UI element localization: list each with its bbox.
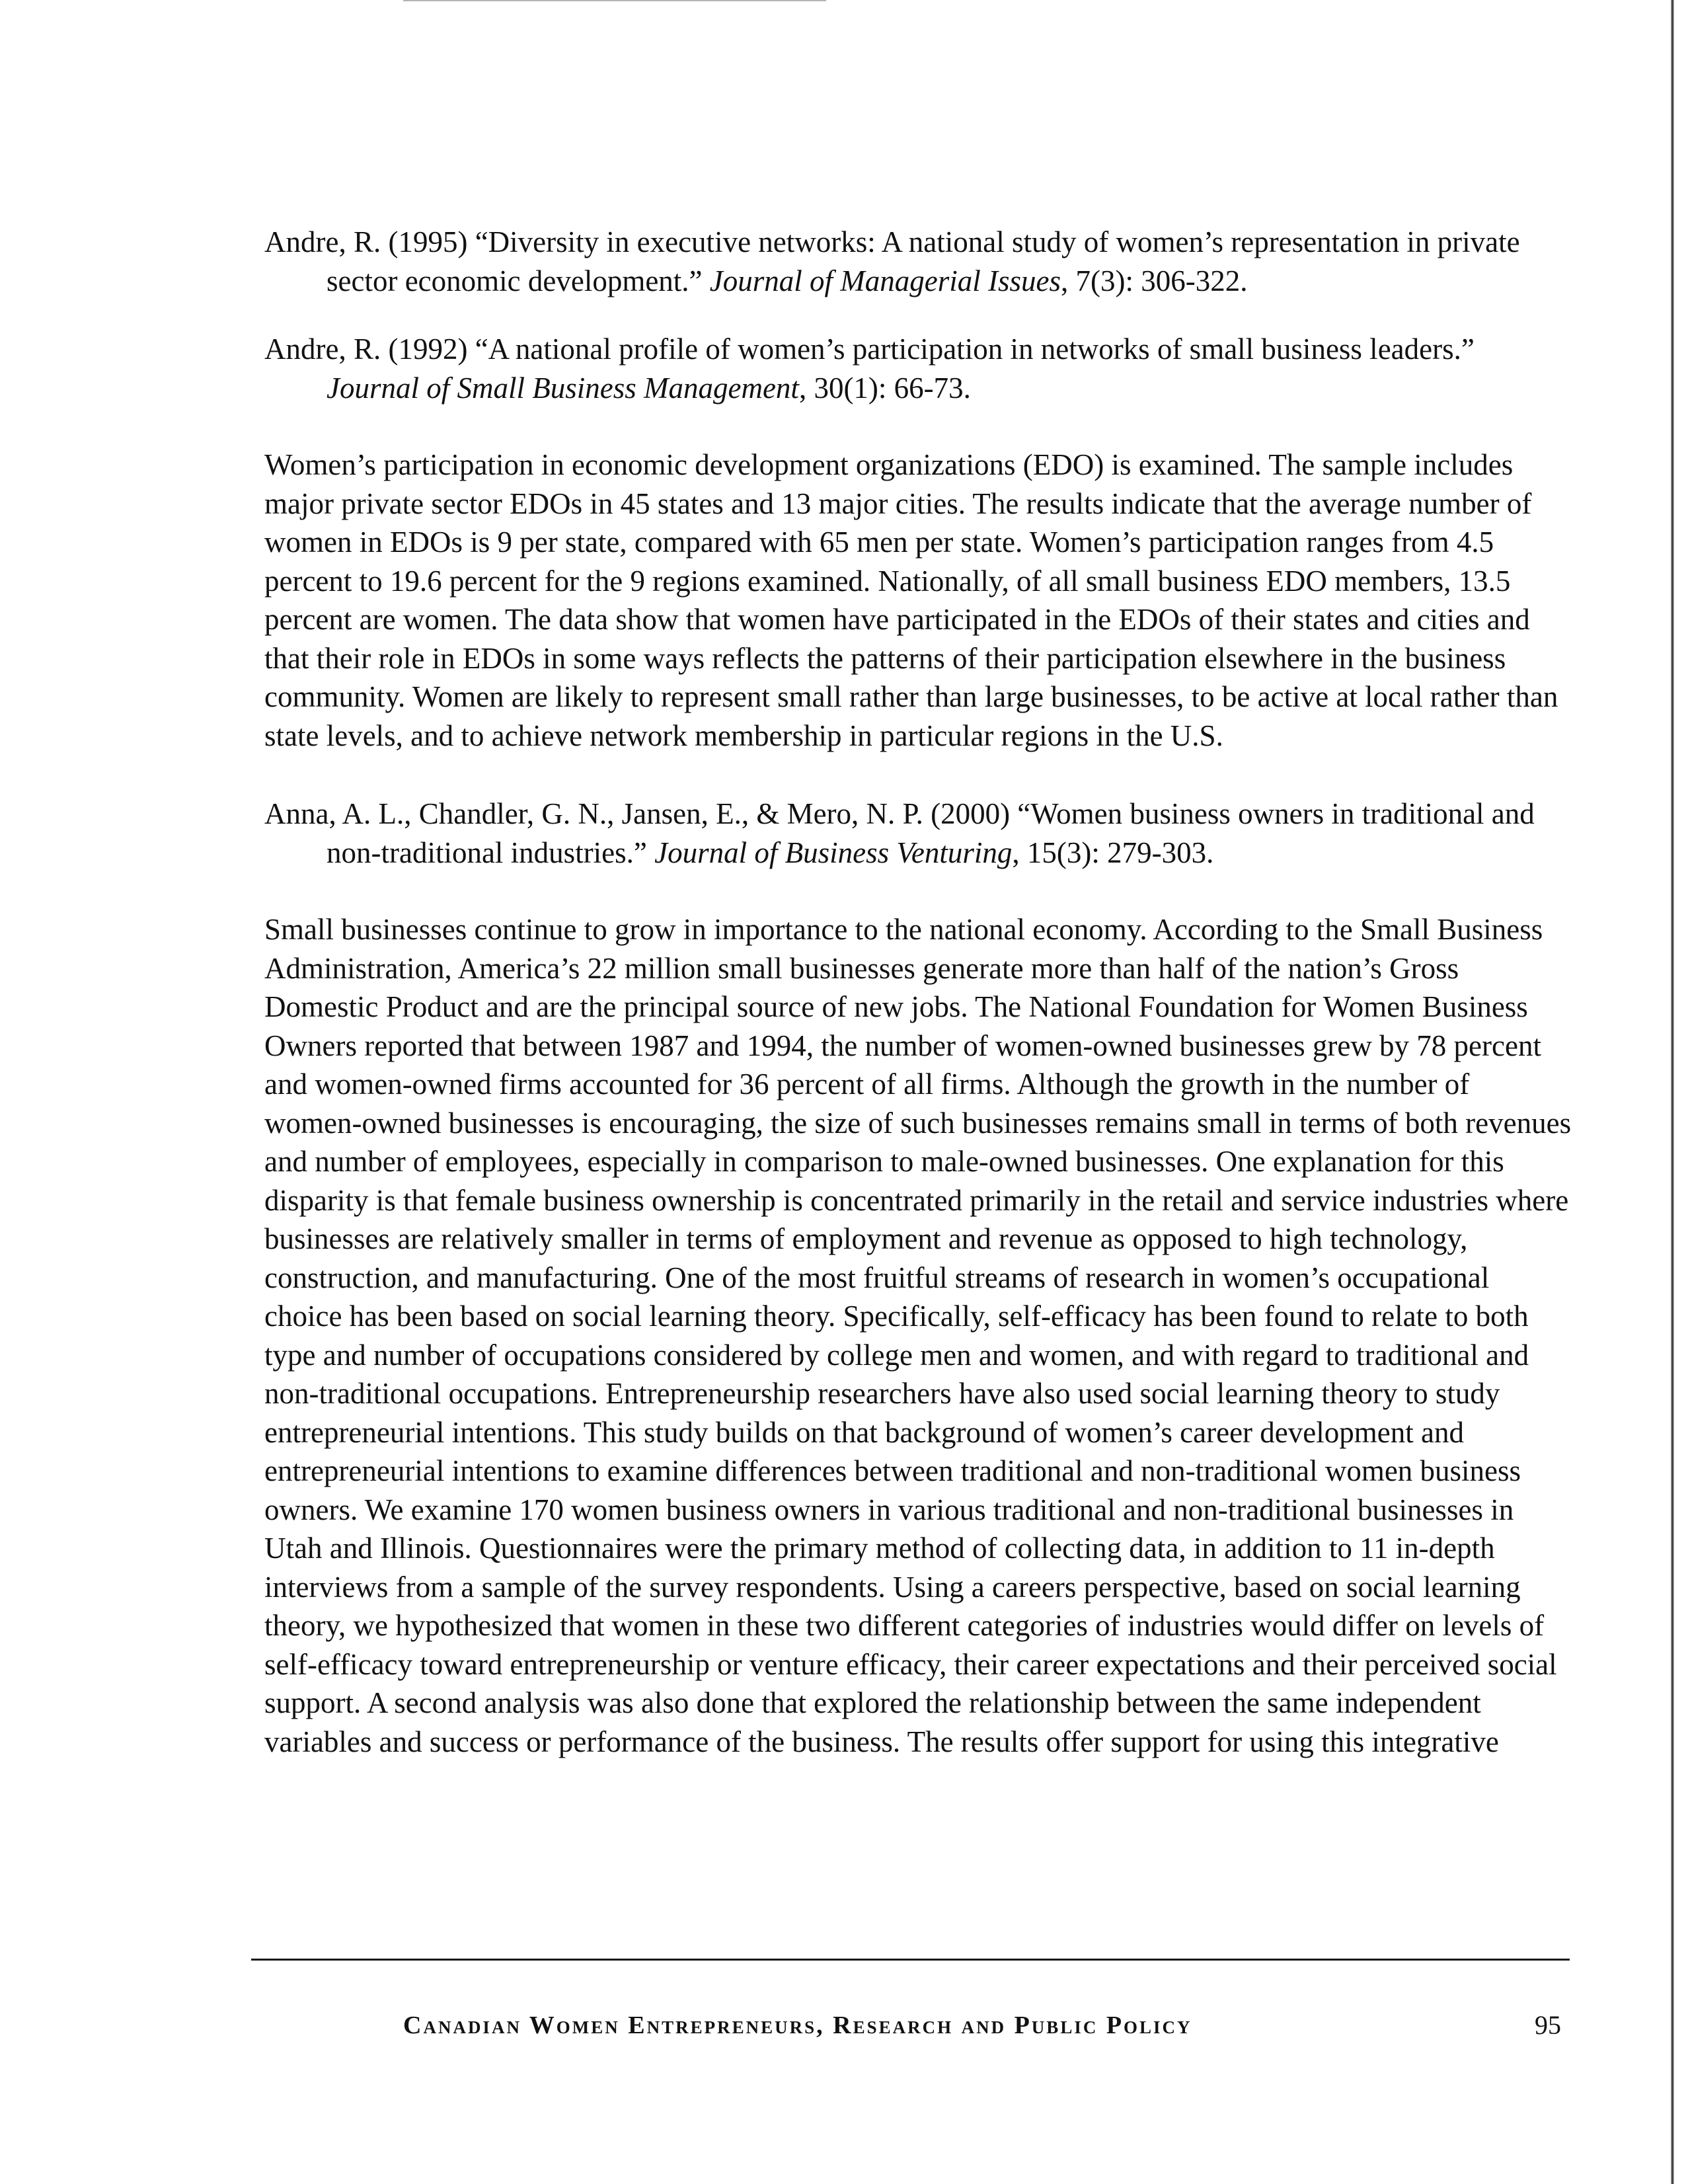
- citation-volume: , 15(3): 279-303.: [1012, 836, 1214, 869]
- running-footer-title: Canadian Women Entrepreneurs, Research and Public Policy: [403, 2011, 1192, 2039]
- bibliography-body: [264, 223, 1573, 1761]
- citation-andre-1992: [264, 330, 1573, 407]
- citation-text: Andre, R. (1995) “Diversity in executive networks: A national study of women’s representation in private sector economic development.”: [264, 225, 1520, 297]
- citation-volume: , 7(3): 306-322.: [1061, 264, 1248, 297]
- journal-title: Journal of Small Business Management: [326, 371, 799, 405]
- citation-anna-2000: [264, 795, 1573, 872]
- abstract-andre-1992: Women’s participation in economic development organizations (EDO) is examined. The sample includes major private sector EDOs in 45 states and 13 major cities. The results indicate that the average number of women in EDOs is 9 per state, compared with 65 men per state. Women’s participation ranges from 4.5 percent to 19.6 percent for the 9 regions examined. Nationally, of all small business EDO members, 13.5 percent are women. The data show that women have participated in the EDOs of their states and cities and that their role in EDOs in some ways reflects the patterns of their participation elsewhere in the business community. Women are likely to represent small rather than large businesses, to be active at local rather than state levels, and to achieve network membership in particular regions in the U.S.: [264, 448, 1558, 752]
- page-number: 95: [1535, 2010, 1561, 2040]
- abstract-anna-2000: Small businesses continue to grow in importance to the national economy. According to the Small Business Administration, America’s 22 million small businesses generate more than half of the nation’s Gross Domestic Product and are the principal source of new jobs. The National Foundation for Women Business Owners reported that between 1987 and 1994, the number of women-owned businesses grew by 78 percent and women-owned firms accounted for 36 percent of all firms. Although the growth in the number of women-owned businesses is encouraging, the size of such businesses remains small in terms of both revenues and number of employees, especially in comparison to male-owned businesses. One explanation for this disparity is that female business ownership is concentrated primarily in the retail and service industries where businesses are relatively smaller in terms of employment and revenue as opposed to high technology, construction, and manufacturing. One of the most fruitful streams of research in women’s occupational choice has been based on social learning theory. Specifically, self-efficacy has been found to relate to both type and number of occupations considered by college men and women, and with regard to traditional and non-traditional occupations. Entrepreneurship researchers have also used social learning theory to study entrepreneurial intentions. This study builds on that background of women’s career development and entrepreneurial intentions to examine differences between traditional and non-traditional women business owners. We examine 170 women business owners in various traditional and non-traditional businesses in Utah and Illinois. Questionnaires were the primary method of collecting data, in addition to 11 in-depth interviews from a sample of the survey respondents. Using a careers perspective, based on social learning theory, we hypothesized that women in these two different categories of industries would differ on levels of self-efficacy toward entrepreneurship or venture efficacy, their career expectations and their perceived social support. A second analysis was also done that explored the relationship between the same independent variables and success or performance of the business. The results offer support for using this integrative: [264, 913, 1572, 1758]
- footer-rule: [251, 1959, 1570, 1961]
- citation-text: Andre, R. (1992) “A national profile of women’s participation in networks of small business leaders.”: [264, 332, 1475, 366]
- top-scan-rule: [403, 0, 826, 1]
- citation-text: Anna, A. L., Chandler, G. N., Jansen, E., & Mero, N. P. (2000) “Women business owners in traditional and non-traditional industries.”: [264, 797, 1535, 869]
- citation-volume: , 30(1): 66-73.: [798, 371, 971, 405]
- journal-title: Journal of Managerial Issues: [709, 264, 1061, 297]
- journal-title: Journal of Business Venturing: [654, 836, 1013, 869]
- citation-andre-1995: [264, 223, 1573, 300]
- page-edge-shadow: [1671, 0, 1674, 2184]
